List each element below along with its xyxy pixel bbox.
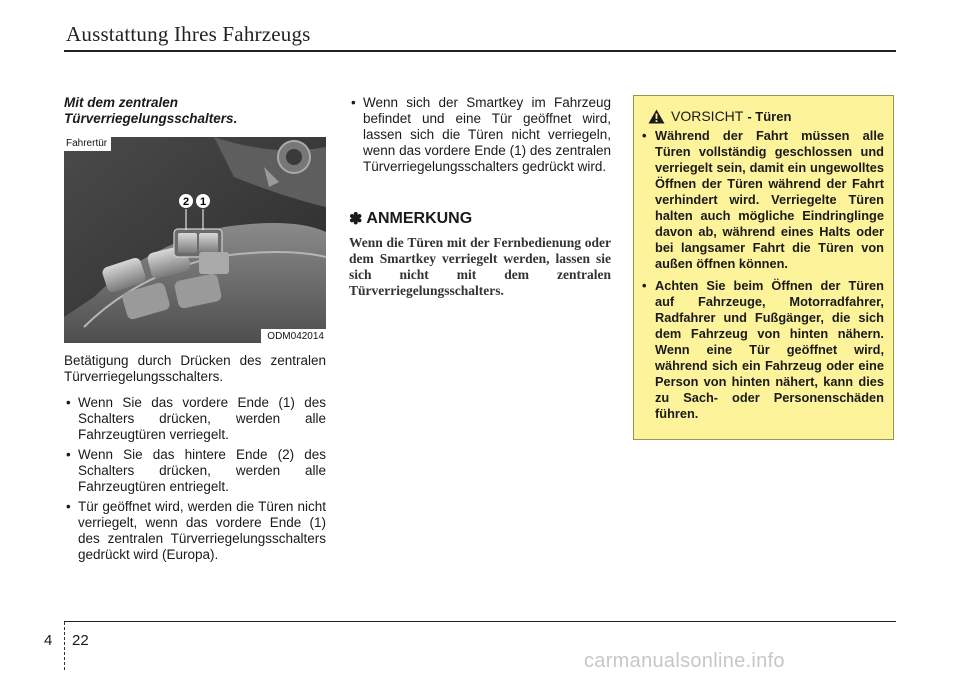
header-divider <box>64 50 896 52</box>
list-item: • Wenn Sie das hintere Ende (2) des Schalters drücken, werden alle Fahrzeugtüren entriegelt. <box>64 447 326 495</box>
page-number-separator <box>64 622 65 670</box>
door-switch-illustration <box>64 137 326 343</box>
left-bullet-list <box>64 395 326 563</box>
middle-bullet-list <box>349 95 611 175</box>
section-heading-line2: Türverriegelungsschalters. <box>64 111 238 126</box>
warning-triangle-icon <box>648 109 665 124</box>
list-item: • Während der Fahrt müssen alle Türen vollständig geschlossen und verriegelt sein, damit ein ungewolltes Öffnen der Türen während der Fahrt verhindert wird. Verriegelte Türen halten auch mögliche Eindringlinge davon ab, während eines Halts oder bei langsamer Fahrt die Türen von außen öffnen können. <box>642 128 884 272</box>
list-item: • Wenn Sie das vordere Ende (1) des Schalters drücken, werden alle Fahrzeugtüren verriegelt. <box>64 395 326 443</box>
figure-code: ODM042014 <box>261 329 326 343</box>
note-star-icon: ✽ <box>349 211 363 228</box>
section-heading <box>64 95 326 127</box>
chapter-number: 4 <box>44 632 53 649</box>
figure-label: Fahrertür <box>64 137 111 151</box>
section-heading-line1: Mit dem zentralen <box>64 95 179 110</box>
body-paragraph: Betätigung durch Drücken des zentralen Türverriegelungsschalters. <box>64 353 326 384</box>
list-item: • Wenn sich der Smartkey im Fahrzeug befindet und eine Tür geöffnet wird, lassen sich die Türen nicht verriegeln, wenn das vordere Ende (1) des zentralen Türverriegelungsschalters gedrückt wird. <box>349 95 611 175</box>
footer-divider <box>64 621 896 622</box>
list-item: • Achten Sie beim Öffnen der Türen auf Fahrzeuge, Motorradfahrer, Radfahrer und Fußgänger, die sich dem Fahrzeug von hinten nähern. Wenn eine Tür geöffnet wird, während sich ein Fahrzeug oder eine Person von hinten nähert, kann dies zu Sach- oder Personenschäden führen. <box>642 278 884 422</box>
note-text: Wenn die Türen mit der Fernbedienung oder dem Smartkey verriegelt werden, lassen sie sich nicht mit dem zentralen Türverriegelungsschalters. <box>349 235 611 298</box>
caution-title: VORSICHT <box>671 108 744 124</box>
callout-2: 2 <box>182 196 190 208</box>
door-switch-figure <box>64 137 326 343</box>
caution-box <box>633 95 894 440</box>
page-header-title: Ausstattung Ihres Fahrzeugs <box>66 22 311 46</box>
callout-1: 1 <box>199 196 207 208</box>
caution-heading <box>642 108 884 124</box>
note-title: ANMERKUNG <box>366 210 473 227</box>
caution-list <box>642 128 884 422</box>
note-heading <box>349 209 611 229</box>
list-item: • Tür geöffnet wird, werden die Türen nicht verriegelt, wenn das vordere Ende (1) des zentralen Türverriegelungsschalters gedrückt wird (Europa). <box>64 499 326 563</box>
caution-subtitle: - Türen <box>747 108 792 124</box>
middle-column <box>349 95 611 299</box>
left-column <box>64 95 326 567</box>
page-number: 22 <box>72 632 89 649</box>
watermark: carmanualsonline.info <box>584 650 785 672</box>
